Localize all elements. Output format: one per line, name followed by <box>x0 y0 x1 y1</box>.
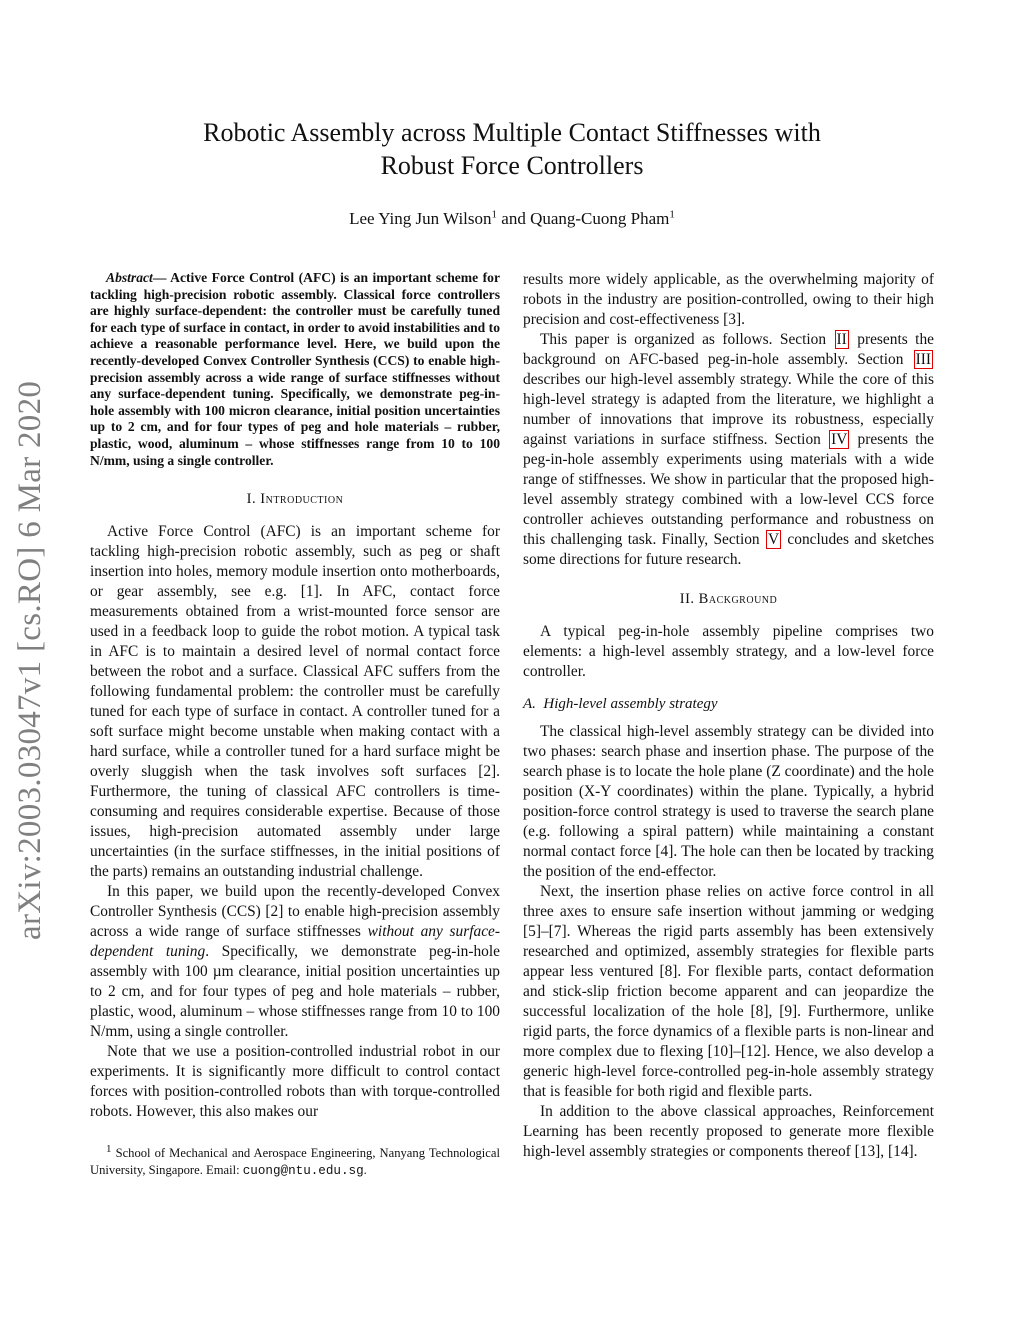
title-line-1: Robotic Assembly across Multiple Contact Stiffnesses with <box>203 118 821 147</box>
section-title: Introduction <box>260 491 344 508</box>
intro-paragraph-2 <box>90 882 500 1042</box>
author-email-link[interactable]: cuong@ntu.edu.sg <box>242 1163 364 1178</box>
right-column <box>523 270 934 1162</box>
section-ref-link-III[interactable]: III <box>915 351 931 368</box>
text-run: describes our high-level assembly strategy. While the core of this high-level strategy is adapted from the literature, we highlight a number of innovations that improve its robustness, especially against variations in surface stiffness. Section <box>523 371 934 448</box>
author-list <box>150 208 874 230</box>
arxiv-identifier-stamp: arXiv:2003.03047v1 [cs.RO] 6 Mar 2020 <box>12 380 48 940</box>
abstract <box>90 270 500 469</box>
text-run: concludes and sketches some directions for future research. <box>523 531 934 568</box>
background-paragraph-4: In addition to the above classical approaches, Reinforcement Learning has been recently proposed to generate more flexible high-level assembly strategies or components thereof [13], [14]. <box>523 1103 934 1160</box>
author-2-name: Quang-Cuong Pham <box>530 209 670 228</box>
abstract-dash: — <box>152 270 171 285</box>
left-column <box>90 270 500 1179</box>
affiliation-footnote <box>90 1142 500 1179</box>
author-conjunction: and <box>497 209 531 228</box>
intro-paragraph-3: Note that we use a position-controlled industrial robot in our experiments. It is significantly more difficult to control contact forces with position-controlled robots than with torque-controlled robots. However, this also makes our <box>90 1043 500 1121</box>
title-line-2: Robust Force Controllers <box>380 151 644 180</box>
math-clearance: 100 µm <box>184 963 234 981</box>
author-2-affiliation-mark: 1 <box>669 208 675 221</box>
subsection-heading-high-level-strategy: A. High-level assembly strategy <box>523 696 718 712</box>
text-run: This paper is organized as follows. Section <box>540 331 834 348</box>
text-run: presents the peg-in-hole assembly experiments using materials with a wide range of stiffnesses. We show in particular that the proposed high-level assembly strategy combined with a low-level CCS force controller achieves outstanding performance and robustness on this challenging task. Finally, Section <box>523 431 934 548</box>
author-1-name: Lee Ying Jun Wilson <box>349 209 492 228</box>
section-heading-background <box>523 590 934 608</box>
footnote-separator <box>90 1138 500 1139</box>
text-run: presents the background on AFC-based peg-in-hole assembly. Section <box>523 331 934 368</box>
background-paragraph-3: Next, the insertion phase relies on active force control in all three axes to ensure safe insertion without jamming or wedging [5]–[7]. Whereas the rigid parts assembly has been extensively researched and optimized, assembly strategies for flexible parts appear less ventured [8]. For flexible parts, contact deformation and stick-slip friction become apparent and can jeopardize the successful localization of the hole [8], [9]. Furthermore, unlike rigid parts, the force dynamics of a flexible parts is non-linear and more complex due to flexing [10]–[12]. Hence, we also develop a generic high-level force-controlled peg-in-hole assembly strategy that is feasible for both rigid and flexible parts. <box>523 883 934 1100</box>
paper-title <box>150 116 874 182</box>
background-paragraph-1: A typical peg-in-hole assembly pipeline comprises two elements: a high-level assembly strategy, and a low-level force controller. <box>523 623 934 680</box>
section-number: I. <box>246 491 261 508</box>
text-run: In this paper, we build upon the recently-developed Convex Controller Synthesis (CCS) [2] to enable high-precision assembly across a wide range of surface stiffnesses <box>90 883 500 941</box>
abstract-text: Active Force Control (AFC) is an important scheme for tackling high-precision robotic assembly. Classical force controllers are highly surface-dependent: the controller must be carefully tuned for each type of surface in contact, in order to avoid instabilities and to achieve a reasonable performance level. Here, we build upon the recently-developed Convex Controller Synthesis (CCS) to enable high-precision assembly across a wide range of surface stiffnesses without any surface-dependent tuning. Specifically, we demonstrate peg-in-hole assembly with 100 micron clearance, initial position uncertainties up to 2 cm, and for four types of peg and hole materials – rubber, plastic, wood, aluminum – whose stiffnesses range from 10 to 100 N/mm, using a single controller. <box>90 270 501 468</box>
text-run: , and for four types of peg and hole materials – rubber, plastic, wood, aluminum – whose stiffnesses range from 10 to <box>90 983 500 1021</box>
section-heading-introduction <box>90 490 500 508</box>
text-run: , using a single controller. <box>129 1023 289 1041</box>
section-ref-link-IV[interactable]: IV <box>831 431 848 448</box>
paper-organization-paragraph <box>523 330 934 570</box>
text-run: clearance, initial position uncertainties up to <box>90 963 500 1001</box>
text-run: . <box>363 1162 367 1177</box>
emphasis-text: without any surface-dependent tuning <box>90 923 500 961</box>
author-1-affiliation-mark: 1 <box>491 208 498 221</box>
text-run: . Specifically, we demonstrate peg-in-hole assembly with <box>90 943 500 981</box>
intro-paragraph-3-continued: results more widely applicable, as the overwhelming majority of robots in the industry are position-controlled, owing to their high precision and cost-effectiveness [3]. <box>523 271 934 328</box>
math-uncertainty: 2 cm <box>107 983 141 1001</box>
math-stiffness: 100 N/mm <box>90 1003 500 1041</box>
footnote-mark: 1 <box>106 1142 112 1155</box>
footnote-text: School of Mechanical and Aerospace Engineering, Nanyang Technological University, Singapore. Email: <box>90 1146 500 1177</box>
intro-paragraph-1: Active Force Control (AFC) is an important scheme for tackling high-precision robotic assembly, such as peg or shaft insertion into holes, memory module insertion onto motherboards, or gear assembly, see e.g. [1]. In AFC, contact force measurements obtained from a wrist-mounted force sensor are used in a feedback loop to guide the robot motion. A typical task in AFC is to maintain a desired level of normal contact force between the robot and a surface. Classical AFC suffers from the following fundamental problem: the controller must be carefully tuned for each type of surface in contact. A controller tuned for a soft surface might become unstable when making contact with a hard surface, while a controller tuned for a hard surface might be overly sluggish when the task involves soft surfaces [2]. Furthermore, the tuning of classical AFC controllers is time-consuming and requires considerable expertise. Because of those issues, high-precision automated assembly under large uncertainties (in the surface stiffnesses, in the initial positions of the parts) remains an outstanding industrial challenge. <box>90 523 500 881</box>
background-paragraph-2: The classical high-level assembly strategy can be divided into two phases: search phase and insertion phase. The purpose of the search phase is to locate the hole plane (Z coordinate) and the hole position (X-Y coordinates) within the plane. Typically, a hybrid position-force control strategy is used to traverse the search plane (e.g. following a spiral pattern) while maintaining a constant normal contact force [4]. The hole can then be located by tracking the position of the end-effector. <box>523 723 934 880</box>
section-ref-link-V[interactable]: V <box>767 531 780 548</box>
section-ref-link-II[interactable]: II <box>836 331 847 348</box>
section-title: Background <box>698 591 778 607</box>
section-number: II. <box>679 591 699 607</box>
abstract-label: Abstract <box>106 270 153 285</box>
